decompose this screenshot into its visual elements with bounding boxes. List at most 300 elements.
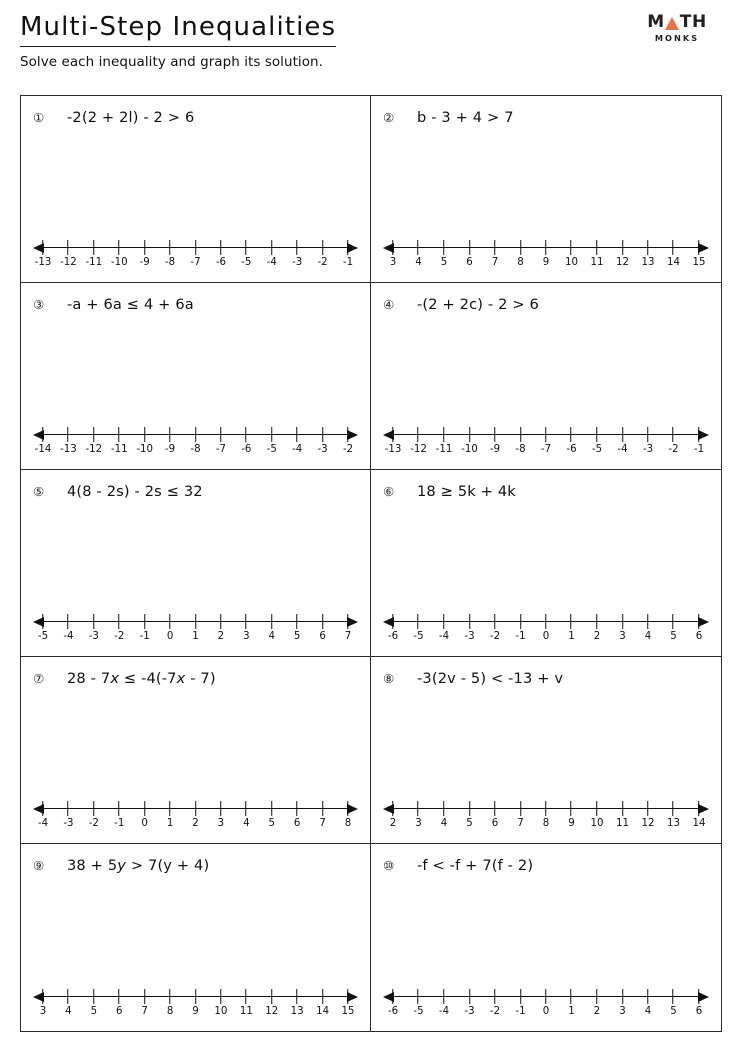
number-line-tick xyxy=(698,614,699,629)
number-line-label: 2 xyxy=(593,1006,601,1017)
number-line-label: 10 xyxy=(590,818,604,829)
number-line-label: -4 xyxy=(37,818,49,829)
number-line-label: -10 xyxy=(461,444,478,455)
problem-expression: -f < -f + 7(f - 2) xyxy=(417,857,534,874)
number-line-tick xyxy=(322,614,323,629)
problem-statement xyxy=(21,844,370,874)
number-line-tick xyxy=(296,427,297,442)
number-line-tick xyxy=(296,801,297,816)
number-line-tick xyxy=(545,989,546,1004)
number-line-label: 14 xyxy=(667,257,680,268)
math-monks-logo xyxy=(632,14,722,42)
number-line-tick xyxy=(545,427,546,442)
number-line-tick xyxy=(698,989,699,1004)
number-line-label: 1 xyxy=(568,631,575,642)
number-line-label: -6 xyxy=(387,1006,399,1017)
problem-number: ⑧ xyxy=(383,671,395,686)
number-line-tick xyxy=(169,801,170,816)
number-line-label: 10 xyxy=(565,257,578,268)
number-line-label: 3 xyxy=(619,631,626,642)
answer-number-line[interactable] xyxy=(371,610,721,646)
arrow-right-icon xyxy=(347,804,358,814)
number-line-tick xyxy=(494,989,495,1004)
number-line-tick xyxy=(418,240,419,255)
number-line-tick xyxy=(68,427,69,442)
number-line-tick xyxy=(195,801,196,816)
problem-expression: b - 3 + 4 > 7 xyxy=(417,109,514,126)
number-line-label: 6 xyxy=(695,631,703,642)
problem-statement xyxy=(371,283,721,313)
number-line-label: -8 xyxy=(190,444,201,455)
number-line-label: 8 xyxy=(542,818,550,829)
number-line-tick xyxy=(144,240,145,255)
arrow-right-icon xyxy=(698,992,709,1002)
number-line-tick xyxy=(144,614,145,629)
problem-expression: 38 + 5y > 7(y + 4) xyxy=(67,857,210,874)
number-line-label: 9 xyxy=(542,257,550,268)
number-line-tick xyxy=(520,989,521,1004)
number-line-label: -3 xyxy=(292,257,303,268)
answer-number-line[interactable] xyxy=(21,610,370,646)
problem-cell xyxy=(21,96,371,283)
problem-number: ③ xyxy=(33,297,45,312)
number-line-tick xyxy=(271,801,272,816)
logo-wordmark xyxy=(647,14,707,31)
problem-statement xyxy=(371,96,721,126)
number-line-label: -11 xyxy=(85,257,103,268)
number-line[interactable] xyxy=(383,423,709,459)
problem-statement xyxy=(371,844,721,874)
problem-expression: -(2 + 2c) - 2 > 6 xyxy=(417,296,539,313)
number-line-tick xyxy=(596,801,597,816)
problem-cell xyxy=(21,470,371,657)
number-line-tick xyxy=(322,801,323,816)
number-line-tick xyxy=(418,989,419,1004)
number-line-label: -2 xyxy=(668,444,679,455)
logo-text-right: TH xyxy=(679,12,707,32)
number-line[interactable] xyxy=(33,797,358,833)
number-line-tick xyxy=(246,614,247,629)
number-line-label: 14 xyxy=(692,818,706,829)
number-line-label: 5 xyxy=(670,631,677,642)
number-line-label: 8 xyxy=(517,257,524,268)
problem-statement xyxy=(371,470,721,500)
number-line-tick xyxy=(571,427,572,442)
arrow-right-icon xyxy=(698,617,709,627)
number-line-label: -5 xyxy=(413,631,424,642)
number-line[interactable] xyxy=(383,985,709,1021)
number-line-tick xyxy=(347,989,348,1004)
number-line-tick xyxy=(443,989,444,1004)
number-line-label: -12 xyxy=(410,444,427,455)
problem-cell xyxy=(21,657,371,844)
number-line-tick xyxy=(545,614,546,629)
number-line-label: 3 xyxy=(619,1006,626,1017)
number-line-tick xyxy=(596,989,597,1004)
number-line-label: 6 xyxy=(116,1006,123,1017)
number-line-label: 0 xyxy=(141,818,148,829)
number-line-label: 3 xyxy=(39,1006,47,1017)
number-line-tick xyxy=(93,240,94,255)
number-line-tick xyxy=(469,614,470,629)
problem-number: ⑤ xyxy=(33,484,45,499)
number-line-tick xyxy=(647,614,648,629)
number-line-label: -4 xyxy=(266,257,277,268)
number-line-label: 1 xyxy=(166,818,174,829)
number-line-label: 2 xyxy=(593,631,601,642)
number-line-tick xyxy=(596,240,597,255)
number-line-label: -3 xyxy=(464,631,475,642)
number-line-tick xyxy=(322,240,323,255)
number-line[interactable] xyxy=(383,610,709,646)
number-line-tick xyxy=(494,614,495,629)
number-line-label: -3 xyxy=(642,444,654,455)
problem-cell xyxy=(371,844,721,1031)
problem-number: ⑨ xyxy=(33,858,45,873)
answer-number-line[interactable] xyxy=(371,236,721,272)
arrow-right-icon xyxy=(698,804,709,814)
number-line-label: 6 xyxy=(466,257,473,268)
number-line-label: -4 xyxy=(292,444,303,455)
number-line-tick xyxy=(571,240,572,255)
answer-number-line[interactable] xyxy=(21,236,370,272)
number-line-tick xyxy=(698,427,699,442)
number-line-label: 13 xyxy=(667,818,680,829)
problem-number: ④ xyxy=(383,297,395,312)
problems-grid xyxy=(20,95,722,1032)
answer-number-line[interactable] xyxy=(21,985,370,1021)
number-line-tick xyxy=(322,427,323,442)
number-line-tick xyxy=(418,801,419,816)
answer-number-line[interactable] xyxy=(371,985,721,1021)
number-line-tick xyxy=(296,614,297,629)
number-line-label: -7 xyxy=(190,257,201,268)
number-line-label: -2 xyxy=(489,1006,501,1017)
number-line-tick xyxy=(418,614,419,629)
number-line-label: -13 xyxy=(384,444,402,455)
number-line-label: -10 xyxy=(136,444,153,455)
number-line-label: 3 xyxy=(415,818,422,829)
problem-number: ② xyxy=(383,110,395,125)
number-line-label: -13 xyxy=(34,257,52,268)
number-line-label: 15 xyxy=(341,1006,355,1017)
number-line-tick xyxy=(93,801,94,816)
number-line-tick xyxy=(673,427,674,442)
number-line-label: -5 xyxy=(37,631,49,642)
number-line-tick xyxy=(169,240,170,255)
number-line-label: 13 xyxy=(290,1006,304,1017)
number-line-label: 0 xyxy=(542,631,550,642)
number-line-tick xyxy=(673,989,674,1004)
number-line-label: 4 xyxy=(65,1006,72,1017)
number-line-label: 6 xyxy=(491,818,499,829)
number-line-tick xyxy=(545,240,546,255)
number-line-label: -2 xyxy=(317,257,328,268)
number-line-tick xyxy=(119,614,120,629)
number-line-tick xyxy=(469,801,470,816)
triangle-icon xyxy=(665,17,679,30)
number-line-label: -5 xyxy=(591,444,603,455)
problem-statement xyxy=(21,657,370,687)
number-line[interactable] xyxy=(33,236,358,272)
number-line-label: 9 xyxy=(568,818,575,829)
number-line-tick xyxy=(169,427,170,442)
number-line-label: 12 xyxy=(641,818,655,829)
arrow-right-icon xyxy=(347,430,358,440)
number-line-tick xyxy=(596,614,597,629)
number-line-tick xyxy=(673,614,674,629)
number-line-tick xyxy=(596,427,597,442)
number-line-label: 11 xyxy=(590,257,604,268)
number-line-label: 1 xyxy=(192,631,199,642)
number-line-label: -3 xyxy=(88,631,99,642)
problem-expression: 18 ≥ 5k + 4k xyxy=(417,483,516,500)
number-line-tick xyxy=(545,801,546,816)
answer-number-line[interactable] xyxy=(371,797,721,833)
number-line-label: -12 xyxy=(85,444,103,455)
number-line-label: -2 xyxy=(489,631,501,642)
number-line-tick xyxy=(195,989,196,1004)
number-line-label: 7 xyxy=(517,818,524,829)
number-line-tick xyxy=(271,614,272,629)
number-line-label: 11 xyxy=(616,818,629,829)
number-line-tick xyxy=(195,240,196,255)
number-line-label: 13 xyxy=(641,257,655,268)
number-line-label: 5 xyxy=(293,631,301,642)
number-line-tick xyxy=(443,614,444,629)
number-line-label: 4 xyxy=(415,257,422,268)
number-line-label: -3 xyxy=(317,444,328,455)
number-line-tick xyxy=(93,614,94,629)
number-line-label: 3 xyxy=(217,818,225,829)
number-line-tick xyxy=(119,801,120,816)
number-line-label: 8 xyxy=(166,1006,174,1017)
number-line-label: 7 xyxy=(141,1006,148,1017)
number-line-label: 4 xyxy=(440,818,448,829)
number-line-tick xyxy=(494,240,495,255)
number-line-label: 0 xyxy=(166,631,174,642)
number-line-tick xyxy=(144,989,145,1004)
number-line-label: 10 xyxy=(214,1006,228,1017)
number-line-tick xyxy=(622,801,623,816)
number-line-tick xyxy=(322,989,323,1004)
number-line-label: 6 xyxy=(319,631,326,642)
number-line-tick xyxy=(392,240,393,255)
number-line-label: 2 xyxy=(389,818,397,829)
number-line-tick xyxy=(571,614,572,629)
problem-number: ① xyxy=(33,110,45,125)
number-line-tick xyxy=(169,989,170,1004)
number-line-tick xyxy=(246,801,247,816)
number-line-tick xyxy=(443,801,444,816)
number-line-tick xyxy=(119,240,120,255)
number-line-tick xyxy=(647,240,648,255)
number-line-label: 5 xyxy=(670,1006,677,1017)
arrow-right-icon xyxy=(347,243,358,253)
number-line-tick xyxy=(220,614,221,629)
number-line-label: -11 xyxy=(435,444,453,455)
logo-text-left: M xyxy=(647,12,665,32)
number-line-tick xyxy=(42,240,43,255)
number-line-label: -1 xyxy=(342,257,354,268)
number-line-tick xyxy=(520,427,521,442)
number-line-tick xyxy=(469,989,470,1004)
number-line-tick xyxy=(494,427,495,442)
number-line-tick xyxy=(68,801,69,816)
number-line-tick xyxy=(392,614,393,629)
number-line-label: 7 xyxy=(491,257,499,268)
problem-statement xyxy=(371,657,721,687)
number-line-tick xyxy=(520,240,521,255)
number-line-tick xyxy=(494,801,495,816)
number-line-label: -6 xyxy=(215,257,226,268)
number-line-tick xyxy=(571,989,572,1004)
number-line-tick xyxy=(571,801,572,816)
logo-subtext: MONKS xyxy=(654,33,700,43)
number-line-tick xyxy=(195,427,196,442)
number-line-tick xyxy=(169,614,170,629)
number-line-label: 7 xyxy=(319,818,326,829)
number-line-label: -6 xyxy=(241,444,252,455)
problem-cell xyxy=(371,283,721,470)
number-line-label: 12 xyxy=(265,1006,279,1017)
number-line-tick xyxy=(144,801,145,816)
arrow-right-icon xyxy=(698,430,709,440)
number-line-tick xyxy=(42,989,43,1004)
number-line-tick xyxy=(622,240,623,255)
number-line-label: -11 xyxy=(110,444,128,455)
number-line-label: -4 xyxy=(63,631,74,642)
number-line-tick xyxy=(271,427,272,442)
number-line-tick xyxy=(68,240,69,255)
number-line-tick xyxy=(246,427,247,442)
number-line[interactable] xyxy=(33,423,358,459)
number-line-label: 15 xyxy=(692,257,706,268)
number-line-tick xyxy=(647,989,648,1004)
instructions-text: Solve each inequality and graph its solution. xyxy=(20,54,323,71)
number-line-label: 5 xyxy=(90,1006,98,1017)
number-line-tick xyxy=(220,427,221,442)
number-line-label: 4 xyxy=(644,631,652,642)
number-line-label: -7 xyxy=(215,444,226,455)
number-line-label: 2 xyxy=(217,631,225,642)
problem-cell xyxy=(21,283,371,470)
number-line-label: -9 xyxy=(139,257,150,268)
number-line-label: -1 xyxy=(515,1006,526,1017)
number-line-label: 3 xyxy=(389,257,397,268)
number-line-tick xyxy=(347,240,348,255)
problem-cell xyxy=(371,470,721,657)
number-line-tick xyxy=(673,240,674,255)
number-line-tick xyxy=(296,989,297,1004)
number-line-tick xyxy=(698,240,699,255)
number-line[interactable] xyxy=(383,236,709,272)
number-line[interactable] xyxy=(383,797,709,833)
number-line-label: -2 xyxy=(88,818,99,829)
number-line-tick xyxy=(271,240,272,255)
problem-cell xyxy=(21,844,371,1031)
number-line-tick xyxy=(520,801,521,816)
number-line-label: 7 xyxy=(344,631,352,642)
number-line-tick xyxy=(347,801,348,816)
number-line-label: -1 xyxy=(139,631,150,642)
number-line-tick xyxy=(42,427,43,442)
number-line-label: 6 xyxy=(695,1006,703,1017)
number-line-tick xyxy=(93,989,94,1004)
number-line-tick xyxy=(271,989,272,1004)
number-line-tick xyxy=(119,427,120,442)
problem-cell xyxy=(371,96,721,283)
number-line-label: 9 xyxy=(192,1006,199,1017)
number-line-tick xyxy=(93,427,94,442)
arrow-right-icon xyxy=(347,617,358,627)
number-line-label: -14 xyxy=(34,444,52,455)
number-line-tick xyxy=(443,427,444,442)
number-line-tick xyxy=(347,427,348,442)
number-line-label: -4 xyxy=(438,1006,450,1017)
number-line[interactable] xyxy=(33,610,358,646)
answer-number-line[interactable] xyxy=(21,423,370,459)
number-line-tick xyxy=(42,614,43,629)
number-line-label: -1 xyxy=(693,444,705,455)
number-line-label: 5 xyxy=(466,818,473,829)
number-line-label: -2 xyxy=(114,631,125,642)
problem-statement xyxy=(21,96,370,126)
number-line-label: 4 xyxy=(243,818,250,829)
number-line-label: 5 xyxy=(440,257,448,268)
problem-number: ⑦ xyxy=(33,671,45,686)
number-line-label: -12 xyxy=(60,257,77,268)
number-line-label: 5 xyxy=(268,818,275,829)
number-line-tick xyxy=(392,427,393,442)
number-line-tick xyxy=(246,240,247,255)
number-line-label: 3 xyxy=(243,631,250,642)
number-line-label: -8 xyxy=(515,444,526,455)
number-line-tick xyxy=(220,801,221,816)
number-line-tick xyxy=(119,989,120,1004)
number-line-label: -3 xyxy=(63,818,74,829)
number-line-label: -5 xyxy=(266,444,277,455)
number-line-label: -7 xyxy=(540,444,552,455)
number-line-tick xyxy=(246,989,247,1004)
answer-number-line[interactable] xyxy=(21,797,370,833)
number-line-tick xyxy=(195,614,196,629)
number-line-label: 8 xyxy=(344,818,352,829)
answer-number-line[interactable] xyxy=(371,423,721,459)
number-line[interactable] xyxy=(33,985,358,1021)
problem-expression: 28 - 7x ≤ -4(-7x - 7) xyxy=(67,670,216,687)
number-line-tick xyxy=(469,240,470,255)
number-line-tick xyxy=(698,801,699,816)
number-line-tick xyxy=(622,427,623,442)
number-line-label: -1 xyxy=(515,631,526,642)
number-line-tick xyxy=(469,427,470,442)
page-title: Multi-Step Inequalities xyxy=(20,14,336,47)
number-line-tick xyxy=(220,240,221,255)
number-line-tick xyxy=(647,427,648,442)
number-line-label: -6 xyxy=(387,631,399,642)
number-line-label: -9 xyxy=(489,444,501,455)
number-line-label: 14 xyxy=(316,1006,330,1017)
number-line-label: -2 xyxy=(342,444,354,455)
number-line-label: -8 xyxy=(164,257,176,268)
number-line-tick xyxy=(296,240,297,255)
number-line-label: 1 xyxy=(568,1006,575,1017)
number-line-tick xyxy=(347,614,348,629)
number-line-tick xyxy=(42,801,43,816)
number-line-label: -4 xyxy=(438,631,450,642)
problem-statement xyxy=(21,470,370,500)
